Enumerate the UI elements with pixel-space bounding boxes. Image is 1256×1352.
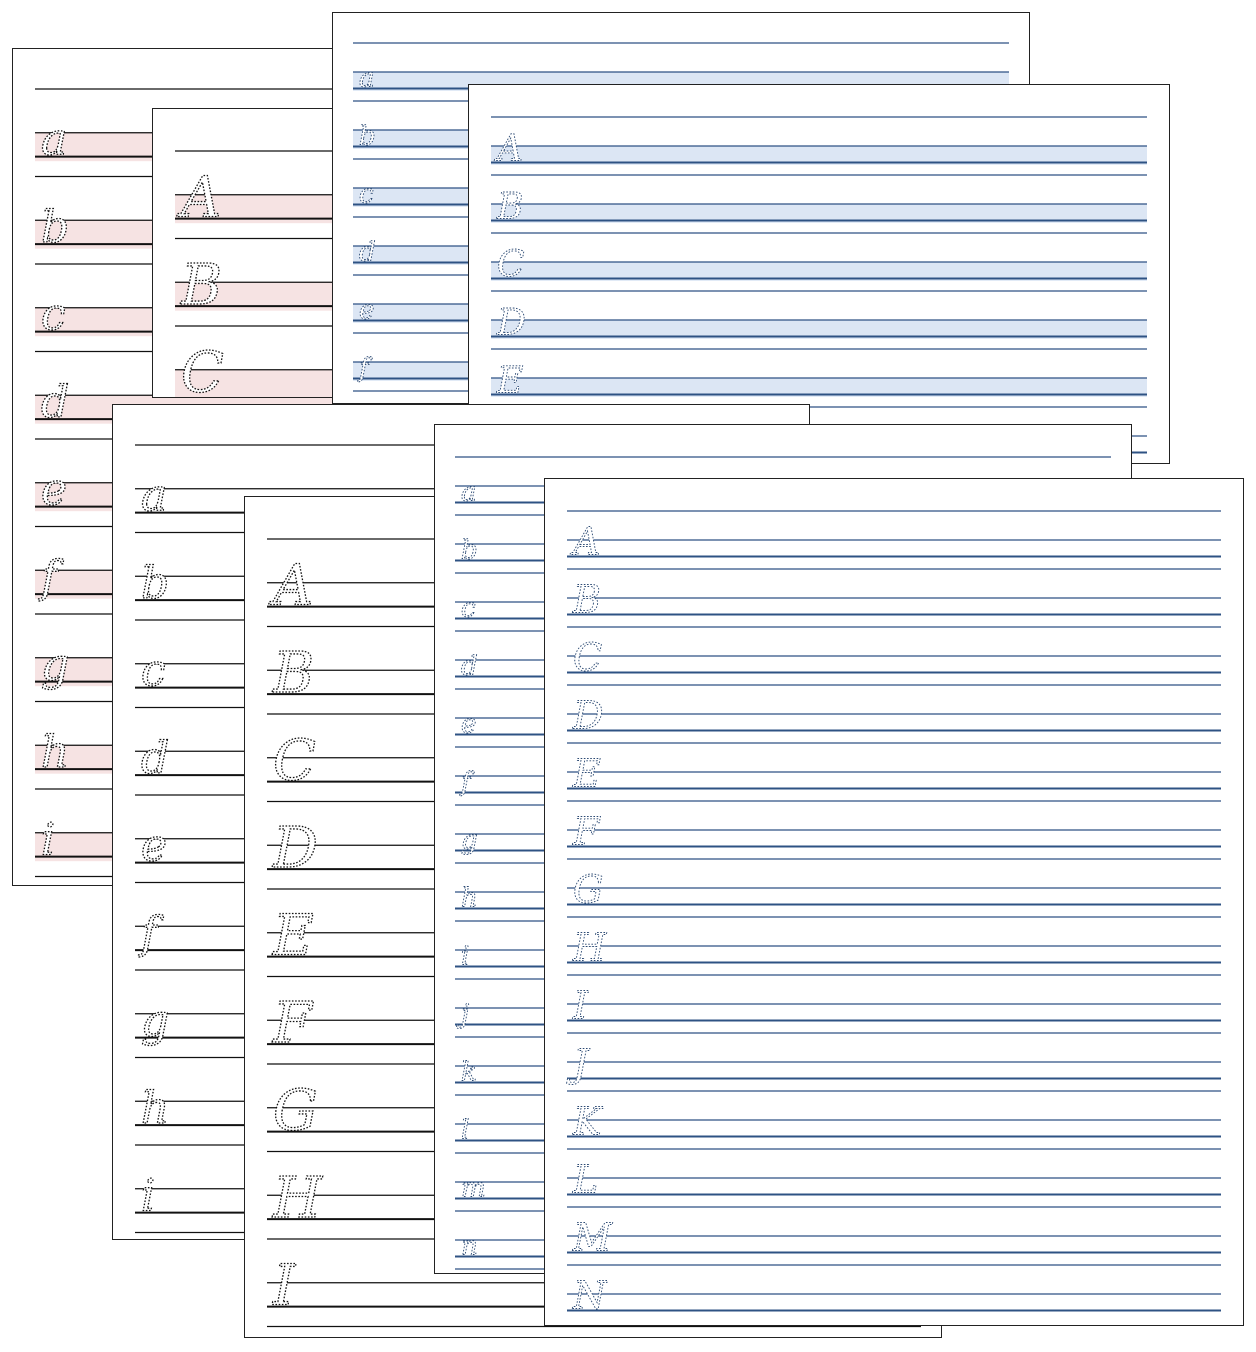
tracing-letter: j (461, 999, 470, 1030)
tracing-letter: d (461, 651, 478, 682)
tracing-letter: f (41, 552, 58, 604)
tracing-letter: A (573, 519, 601, 564)
tracing-letter: D (573, 693, 604, 738)
tracing-letter: i (461, 941, 470, 972)
tracing-letter: I (273, 1253, 296, 1319)
tracing-letter: f (359, 353, 369, 384)
tracing-letter: a (359, 63, 375, 94)
tracing-letter: B (573, 577, 601, 622)
tracing-letter: a (461, 477, 477, 508)
tracing-letter: C (273, 728, 316, 794)
tracing-letter: E (573, 751, 601, 796)
tracing-letter: h (461, 883, 478, 914)
tracing-letter: c (41, 289, 66, 341)
tracing-letter: B (497, 186, 524, 228)
tracing-letter: b (359, 121, 376, 152)
tracing-letter: C (573, 635, 603, 680)
tracing-letter: M (573, 1215, 612, 1260)
tracing-letter: b (461, 535, 478, 566)
tracing-letter: h (41, 727, 70, 779)
tracing-letter: F (273, 991, 312, 1057)
tracing-letter: h (141, 1083, 170, 1135)
tracing-letter: c (141, 645, 166, 697)
tracing-letter: f (141, 908, 158, 960)
tracing-letter: n (461, 1231, 478, 1262)
tracing-letter: G (273, 1078, 318, 1144)
tracing-letter: H (573, 925, 607, 970)
tracing-letter: A (181, 165, 222, 231)
tracing-letter: e (41, 464, 68, 516)
tracing-letter: i (141, 1170, 156, 1222)
tracing-letter: N (573, 1273, 607, 1318)
tracing-letter: d (141, 733, 170, 785)
tracing-letter: g (141, 995, 170, 1047)
tracing-letter: d (359, 237, 376, 268)
tracing-letter: g (461, 825, 478, 856)
tracing-letter: K (573, 1099, 602, 1144)
tracing-letter: C (497, 244, 525, 286)
tracing-letter: I (573, 983, 589, 1028)
tracing-letter: e (461, 709, 477, 740)
tracing-letter: c (359, 179, 374, 210)
tracing-letter: A (273, 553, 314, 619)
tracing-letter: D (273, 816, 318, 882)
tracing-letter: a (141, 470, 168, 522)
tracing-letter: e (141, 820, 168, 872)
ruled-lines (545, 479, 1244, 1326)
tracing-letter: e (359, 295, 375, 326)
tracing-letter: i (41, 814, 56, 866)
tracing-letter: E (497, 360, 524, 402)
tracing-letter: c (461, 593, 476, 624)
tracing-letter: g (41, 639, 70, 691)
tracing-letter: f (461, 767, 471, 798)
tracing-letter: d (41, 377, 70, 429)
tracing-letter: D (497, 302, 526, 344)
tracing-letter: C (181, 340, 224, 399)
tracing-letter: B (181, 253, 223, 319)
tracing-letter: L (573, 1157, 599, 1202)
tracing-letter: H (273, 1166, 322, 1232)
tracing-letter: G (573, 867, 604, 912)
tracing-letter: F (573, 809, 600, 854)
tracing-letter: k (461, 1057, 477, 1088)
tracing-letter: b (141, 558, 170, 610)
worksheet-blue-upper (544, 478, 1244, 1326)
tracing-letter: a (41, 114, 68, 166)
tracing-letter: l (461, 1115, 470, 1146)
tracing-letter: B (273, 641, 315, 707)
tracing-letter: A (497, 128, 523, 170)
tracing-letter: m (461, 1173, 486, 1204)
tracing-letter: J (573, 1041, 589, 1086)
tracing-letter: E (273, 903, 314, 969)
tracing-letter: b (41, 202, 70, 254)
